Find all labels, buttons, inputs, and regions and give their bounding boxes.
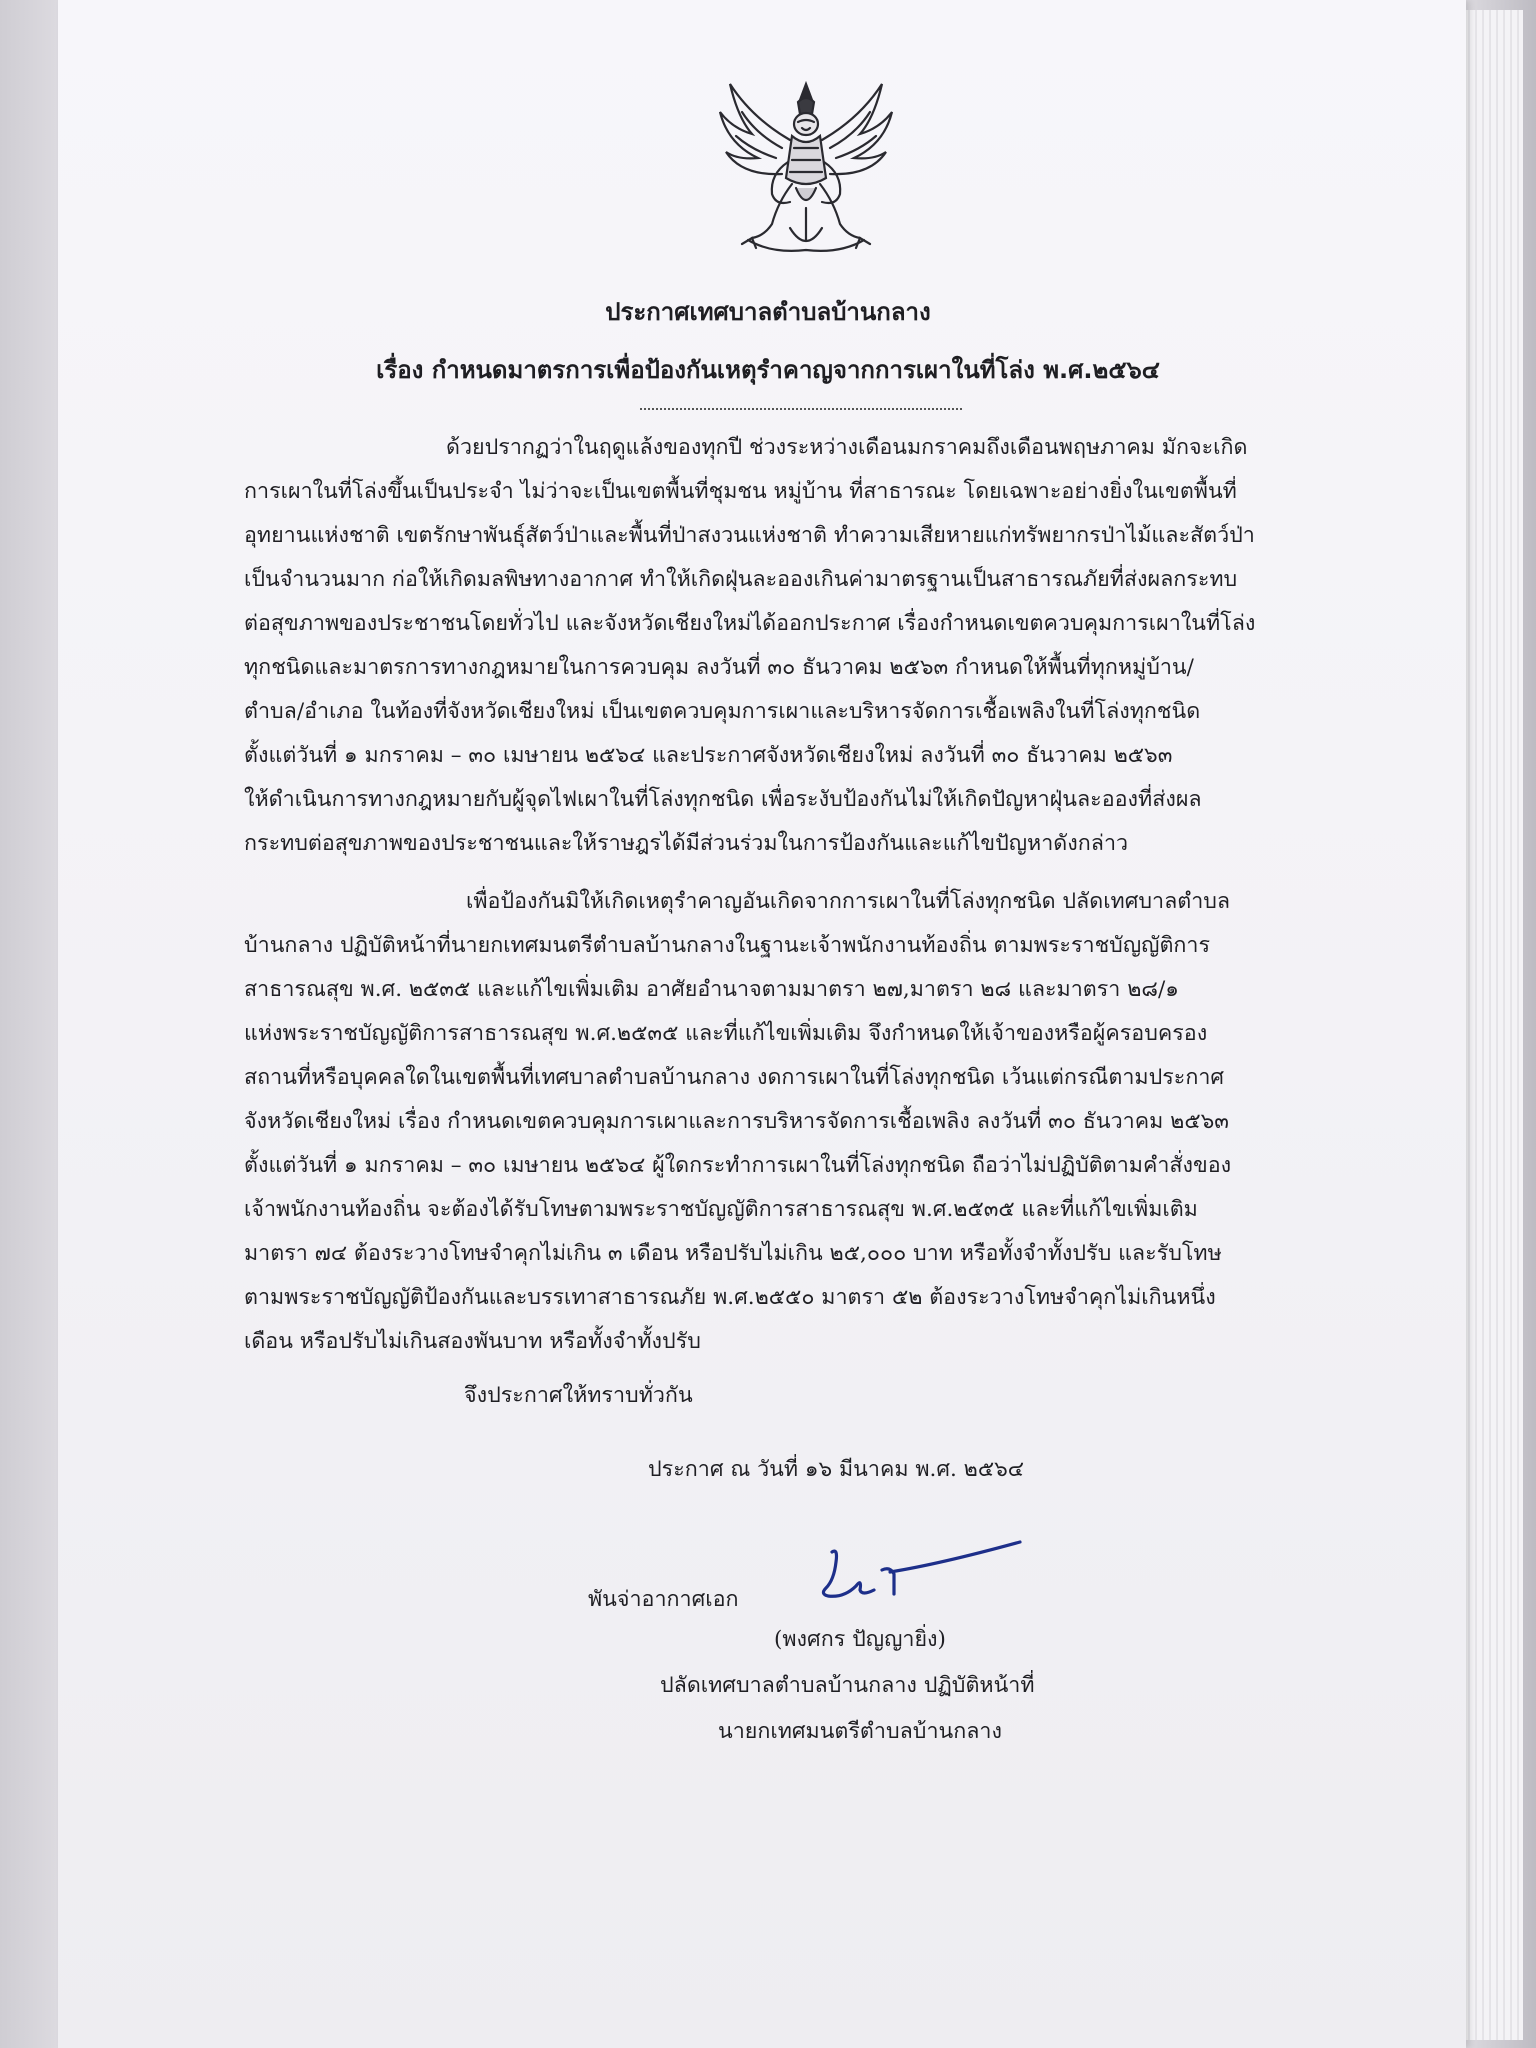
paragraph-line: การเผาในที่โล่งขึ้นเป็นประจำ ไม่ว่าจะเป็นเขตพื้นที่ชุมชน หมู่บ้าน ที่สาธารณะ โดยเฉพาะอย่างยิ่งในเขตพื้นที่: [244, 479, 1237, 504]
paragraph-line: จังหวัดเชียงใหม่ เรื่อง กำหนดเขตควบคุมการเผาและการบริหารจัดการเชื้อเพลิง ลงวันที่ ๓๐ ธันวาคม ๒๕๖๓: [244, 1109, 1229, 1134]
signer-position-line-1: ปลัดเทศบาลตำบลบ้านกลาง ปฏิบัติหน้าที่: [660, 1673, 1035, 1698]
announcement-date: ประกาศ ณ วันที่ ๑๖ มีนาคม พ.ศ. ๒๕๖๔: [648, 1457, 1025, 1482]
handwritten-signature: [810, 1528, 1030, 1618]
signer-name: (พงศกร ปัญญายิ่ง): [774, 1627, 946, 1652]
paragraph-line: สาธารณสุข พ.ศ. ๒๕๓๕ และแก้ไขเพิ่มเติม อาศัยอำนาจตามมาตรา ๒๗,มาตรา ๒๘ และมาตรา ๒๘/๑: [244, 977, 1179, 1002]
paragraph-line: ตามพระราชบัญญัติป้องกันและบรรเทาสาธารณภัย พ.ศ.๒๕๕๐ มาตรา ๕๒ ต้องระวางโทษจำคุกไม่เกินหนึ่ง: [244, 1285, 1216, 1310]
paragraph-line: ตั้งแต่วันที่ ๑ มกราคม – ๓๐ เมษายน ๒๕๖๔ และประกาศจังหวัดเชียงใหม่ ลงวันที่ ๓๐ ธันวาคม ๒๕๖๓: [244, 743, 1173, 768]
dotted-divider: [640, 408, 962, 410]
announcement-issuer: ประกาศเทศบาลตำบลบ้านกลาง: [605, 298, 931, 326]
paragraph-line: ให้ดำเนินการทางกฎหมายกับผู้จุดไฟเผาในที่โล่งทุกชนิด เพื่อระงับป้องกันไม่ให้เกิดปัญหาฝุ่นละอองที่ส่งผล: [244, 787, 1202, 812]
paragraph-line: สถานที่หรือบุคคลใดในเขตพื้นที่เทศบาลตำบลบ้านกลาง งดการเผาในที่โล่งทุกชนิด เว้นแต่กรณีตามประกาศ: [244, 1065, 1225, 1090]
paragraph-line: เดือน หรือปรับไม่เกินสองพันบาท หรือทั้งจำทั้งปรับ: [244, 1329, 701, 1354]
announcement-subject: เรื่อง กำหนดมาตรการเพื่อป้องกันเหตุรำคาญจากการเผาในที่โล่ง พ.ศ.๒๕๖๔: [376, 356, 1160, 384]
paragraph-line: เพื่อป้องกันมิให้เกิดเหตุรำคาญอันเกิดจากการเผาในที่โล่งทุกชนิด ปลัดเทศบาลตำบล: [466, 889, 1231, 914]
paragraph-line: ตั้งแต่วันที่ ๑ มกราคม – ๓๐ เมษายน ๒๕๖๔ ผู้ใดกระทำการเผาในที่โล่งทุกชนิด ถือว่าไม่ปฏิบัติตามคำสั่งของ: [244, 1153, 1232, 1178]
signer-rank: พันจ่าอากาศเอก: [588, 1587, 739, 1612]
closing-announcement: จึงประกาศให้ทราบทั่วกัน: [464, 1383, 693, 1408]
paragraph-line: เป็นจำนวนมาก ก่อให้เกิดมลพิษทางอากาศ ทำให้เกิดฝุ่นละอองเกินค่ามาตรฐานเป็นสาธารณภัยที่ส่งผลกระทบ: [244, 567, 1238, 592]
paragraph-line: ทุกชนิดและมาตรการทางกฎหมายในการควบคุม ลงวันที่ ๓๐ ธันวาคม ๒๕๖๓ กำหนดให้พื้นที่ทุกหมู่บ้าน/: [244, 655, 1194, 680]
paragraph-line: กระทบต่อสุขภาพของประชาชนและให้ราษฎรได้มีส่วนร่วมในการป้องกันและแก้ไขปัญหาดังกล่าว: [244, 831, 1129, 856]
paragraph-line: ตำบล/อำเภอ ในท้องที่จังหวัดเชียงใหม่ เป็นเขตควบคุมการเผาและบริหารจัดการเชื้อเพลิงในที่โล่งทุกชนิด: [244, 699, 1201, 724]
signer-position-line-2: นายกเทศมนตรีตำบลบ้านกลาง: [718, 1719, 1002, 1744]
paragraph-line: บ้านกลาง ปฏิบัติหน้าที่นายกเทศมนตรีตำบลบ้านกลางในฐานะเจ้าพนักงานท้องถิ่น ตามพระราชบัญญัติการ: [244, 933, 1211, 958]
paragraph-line: มาตรา ๗๔ ต้องระวางโทษจำคุกไม่เกิน ๓ เดือน หรือปรับไม่เกิน ๒๕,๐๐๐ บาท หรือทั้งจำทั้งปรับ และรับโทษ: [244, 1241, 1222, 1266]
paragraph-line: เจ้าพนักงานท้องถิ่น จะต้องได้รับโทษตามพระราชบัญญัติการสาธารณสุข พ.ศ.๒๕๓๕ และที่แก้ไขเพิ่มเติม: [244, 1197, 1198, 1222]
paragraph-line: ด้วยปรากฏว่าในฤดูแล้งของทุกปี ช่วงระหว่างเดือนมกราคมถึงเดือนพฤษภาคม มักจะเกิด: [446, 435, 1248, 460]
garuda-emblem-icon: [712, 78, 900, 262]
paragraph-line: ต่อสุขภาพของประชาชนโดยทั่วไป และจังหวัดเชียงใหม่ได้ออกประกาศ เรื่องกำหนดเขตควบคุมการเผาในที่โล่ง: [244, 611, 1256, 636]
paragraph-line: แห่งพระราชบัญญัติการสาธารณสุข พ.ศ.๒๕๓๕ และที่แก้ไขเพิ่มเติม จึงกำหนดให้เจ้าของหรือผู้ครอบครอง: [244, 1021, 1208, 1046]
paragraph-line: อุทยานแห่งชาติ เขตรักษาพันธุ์สัตว์ป่าและพื้นที่ป่าสงวนแห่งชาติ ทำความเสียหายแก่ทรัพยากรป่าไม้และสัตว์ป่า: [244, 523, 1255, 548]
